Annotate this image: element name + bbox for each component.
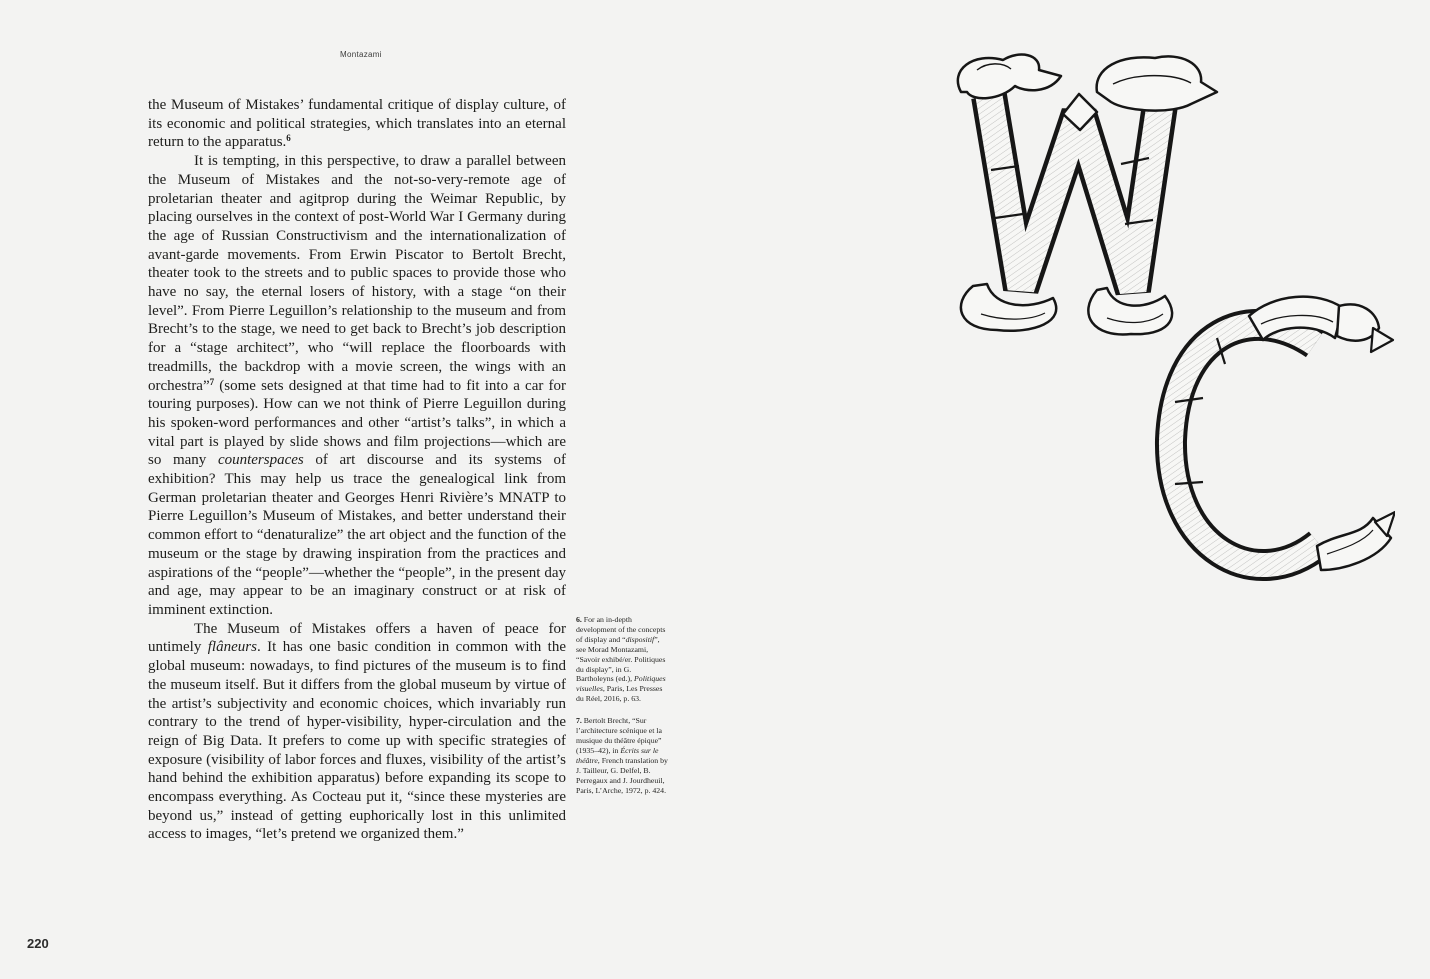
footnote: 7. Bertolt Brecht, “Sur l’architecture scénique et la musique du théâtre épique” (1935–42), in Écrits sur le théâtre, French translation by J. Tailleur, G. Delfel, B. Perregaux and J. Jourdheuil, Paris, L’Arche, 1972, p. 424. <box>576 716 668 795</box>
body-paragraph: The Museum of Mistakes offers a haven of peace for untimely flâneurs. It has one basic condition in common with the global museum: nowadays, to find pictures of the museum is to find the museum itself. But it differs from the global museum by virtue of the artist’s subjectivity and economic choices, which invariably run contrary to the trend of hyper-visibility, hyper-circulation and the reign of Big Data. It prefers to come up with specific strategies of exposure (visibility of labor forces and fluxes, visibility of the artist’s hand behind the exhibition apparatus) before expanding its scope to encompass everything. As Cocteau put it, “since these mysteries are beyond us,” instead of getting euphorically lost in this unlimited access to images, “let’s pretend we organized them.” <box>148 620 567 843</box>
main-text-column <box>148 96 566 844</box>
footnote-column <box>576 615 669 807</box>
ribbon-letters-illustration <box>925 42 1395 602</box>
ribbon-letter-w <box>958 55 1217 335</box>
body-paragraph: It is tempting, in this perspective, to draw a parallel between the Museum of Mistakes and the not-so-very-remote age of proletarian theater and agitprop during the Weimar Republic, by placing ourselves in the context of post-World War I Germany during the age of Russian Constructivism and the internationalization of avant-garde movements. From Erwin Piscator to Bertolt Brecht, theater took to the streets and to public spaces to provide those who have no say, the eternal losers of history, with a stage “on their level”. From Pierre Leguillon’s relationship to the museum and from Brecht’s to the stage, we need to get back to Brecht’s job description for a “stage architect”, who “will replace the floorboards with treadmills, the backdrop with a movie screen, the wings with an orchestra”$^7$ (some sets designed at that time had to fit into a car for touring purposes). How can we not think of Pierre Leguillon during his spoken-word performances and other “artist’s talks”, in which a vital part is played by slide shows and film projections—which are so many counterspaces of art discourse and its systems of exhibition? This may help us trace the genealogical link from German proletarian theater and Georges Henri Rivière’s MNATP to Pierre Leguillon’s Museum of Mistakes, and better understand their common effort to “denaturalize” the art object and the function of the museum or the stage by drawing inspiration from the practices and aspirations of the “people”—whether the “people”, in the present day and age, may appear to be an imaginary construct or at risk of imminent extinction. <box>148 153 566 618</box>
ribbon-letter-c <box>1171 297 1395 570</box>
body-paragraph: the Museum of Mistakes’ fundamental critique of display culture, of its economic and political strategies, which translates into an eternal return to the apparatus.$^6$ <box>148 97 566 151</box>
page-number: 220 <box>27 936 49 951</box>
running-header: Montazami <box>340 50 382 59</box>
footnote: 6. For an in-depth development of the concepts of display and “dispositif”, see Morad Montazami, “Savoir exhibé/er. Politiques du display”, in G. Bartholeyns (ed.), Politiques visuelles, Paris, Les Presses du Réel, 2016, p. 63. <box>576 615 666 704</box>
